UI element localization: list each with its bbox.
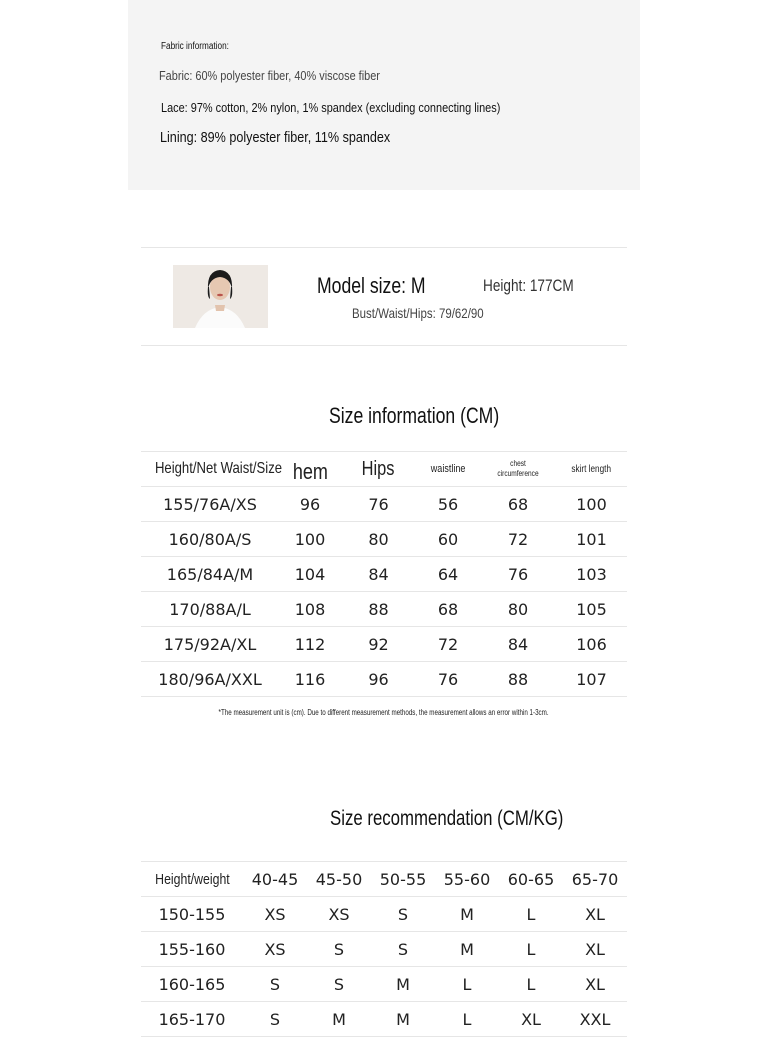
table-cell: 150-155 <box>141 897 243 932</box>
table-cell: XS <box>243 897 307 932</box>
model-size: Model size: M <box>317 273 426 298</box>
table-cell: 104 <box>279 557 341 592</box>
table-cell: L <box>435 1002 499 1037</box>
table-cell: 170/88A/L <box>141 592 279 627</box>
table-cell: 80 <box>341 522 416 557</box>
skirt-length-header: skirt length <box>556 452 627 487</box>
table-cell: S <box>243 1002 307 1037</box>
table-cell: 76 <box>480 557 556 592</box>
table-cell: 112 <box>279 627 341 662</box>
table-cell: 106 <box>556 627 627 662</box>
table-cell: L <box>499 932 563 967</box>
table-cell: M <box>435 932 499 967</box>
table-cell: 180/96A/XXL <box>141 662 279 697</box>
weight-range-header: 45-50 <box>307 862 371 897</box>
table-row <box>141 592 627 627</box>
table-row <box>141 897 627 932</box>
model-measurements: Bust/Waist/Hips: 79/62/90 <box>352 305 484 321</box>
height-weight-header: Height/weight <box>141 862 243 897</box>
table-cell: 96 <box>341 662 416 697</box>
table-cell: L <box>499 967 563 1002</box>
table-cell: 72 <box>416 627 480 662</box>
table-cell: S <box>307 967 371 1002</box>
table-cell: XXL <box>563 1002 627 1037</box>
table-cell: XL <box>563 967 627 1002</box>
table-cell: 155/76A/XS <box>141 487 279 522</box>
table-cell: L <box>499 897 563 932</box>
table-cell: 160-165 <box>141 967 243 1002</box>
table-cell: 107 <box>556 662 627 697</box>
table-cell: 175/92A/XL <box>141 627 279 662</box>
lace-composition: Lace: 97% cotton, 2% nylon, 1% spandex (excluding connecting lines) <box>161 100 501 115</box>
table-row <box>141 627 627 662</box>
fabric-composition: Fabric: 60% polyester fiber, 40% viscose fiber <box>159 68 380 83</box>
size-info-table <box>141 451 627 697</box>
model-height: Height: 177CM <box>483 276 574 295</box>
table-cell: 76 <box>341 487 416 522</box>
table-cell: 84 <box>341 557 416 592</box>
table-cell: 68 <box>480 487 556 522</box>
size-info-title: Size information (CM) <box>329 403 500 428</box>
table-cell: 72 <box>480 522 556 557</box>
table-cell: 116 <box>279 662 341 697</box>
table-cell: 60 <box>416 522 480 557</box>
table-cell: XL <box>563 897 627 932</box>
table-cell: 108 <box>279 592 341 627</box>
weight-range-header: 60-65 <box>499 862 563 897</box>
table-cell: XL <box>499 1002 563 1037</box>
divider <box>141 345 627 346</box>
table-cell: M <box>371 967 435 1002</box>
table-row <box>141 522 627 557</box>
lining-composition: Lining: 89% polyester fiber, 11% spandex <box>160 129 391 146</box>
table-row <box>141 487 627 522</box>
table-cell: L <box>435 967 499 1002</box>
table-cell: M <box>371 1002 435 1037</box>
table-cell: 101 <box>556 522 627 557</box>
table-cell: S <box>371 932 435 967</box>
table-row <box>141 967 627 1002</box>
table-cell: 76 <box>416 662 480 697</box>
table-cell: 56 <box>416 487 480 522</box>
divider <box>141 247 627 248</box>
weight-range-header: 40-45 <box>243 862 307 897</box>
fabric-info-title: Fabric information: <box>161 41 229 52</box>
table-row <box>141 557 627 592</box>
hem-header: hem <box>279 452 341 487</box>
chest-header: chest circumference <box>480 452 556 487</box>
table-cell: 88 <box>480 662 556 697</box>
table-row <box>141 932 627 967</box>
table-cell: 165-170 <box>141 1002 243 1037</box>
table-cell: S <box>371 897 435 932</box>
table-cell: 84 <box>480 627 556 662</box>
table-cell: 103 <box>556 557 627 592</box>
table-cell: 96 <box>279 487 341 522</box>
table-cell: 100 <box>279 522 341 557</box>
waistline-header: waistline <box>416 452 480 487</box>
table-cell: 64 <box>416 557 480 592</box>
table-cell: M <box>307 1002 371 1037</box>
table-cell: 68 <box>416 592 480 627</box>
model-photo <box>173 265 268 328</box>
table-cell: XL <box>563 932 627 967</box>
table-row <box>141 662 627 697</box>
weight-range-header: 65-70 <box>563 862 627 897</box>
table-cell: XS <box>307 897 371 932</box>
size-rec-title: Size recommendation (CM/KG) <box>330 807 564 830</box>
weight-range-header: 50-55 <box>371 862 435 897</box>
table-cell: 160/80A/S <box>141 522 279 557</box>
table-cell: S <box>307 932 371 967</box>
table-cell: 88 <box>341 592 416 627</box>
table-cell: 80 <box>480 592 556 627</box>
table-cell: 105 <box>556 592 627 627</box>
measurement-note: *The measurement unit is (cm). Due to different measurement methods, the measurement allows an error within 1-3cm. <box>218 708 550 717</box>
hips-header: Hips <box>341 452 416 487</box>
weight-range-header: 55-60 <box>435 862 499 897</box>
table-cell: 100 <box>556 487 627 522</box>
size-rec-table <box>141 861 627 1037</box>
size-header: Height/Net Waist/Size <box>141 452 279 487</box>
table-cell: M <box>435 897 499 932</box>
table-cell: 155-160 <box>141 932 243 967</box>
table-cell: 165/84A/M <box>141 557 279 592</box>
table-cell: S <box>243 967 307 1002</box>
table-row <box>141 1002 627 1037</box>
table-cell: XS <box>243 932 307 967</box>
table-cell: 92 <box>341 627 416 662</box>
fabric-info-panel <box>128 0 640 190</box>
